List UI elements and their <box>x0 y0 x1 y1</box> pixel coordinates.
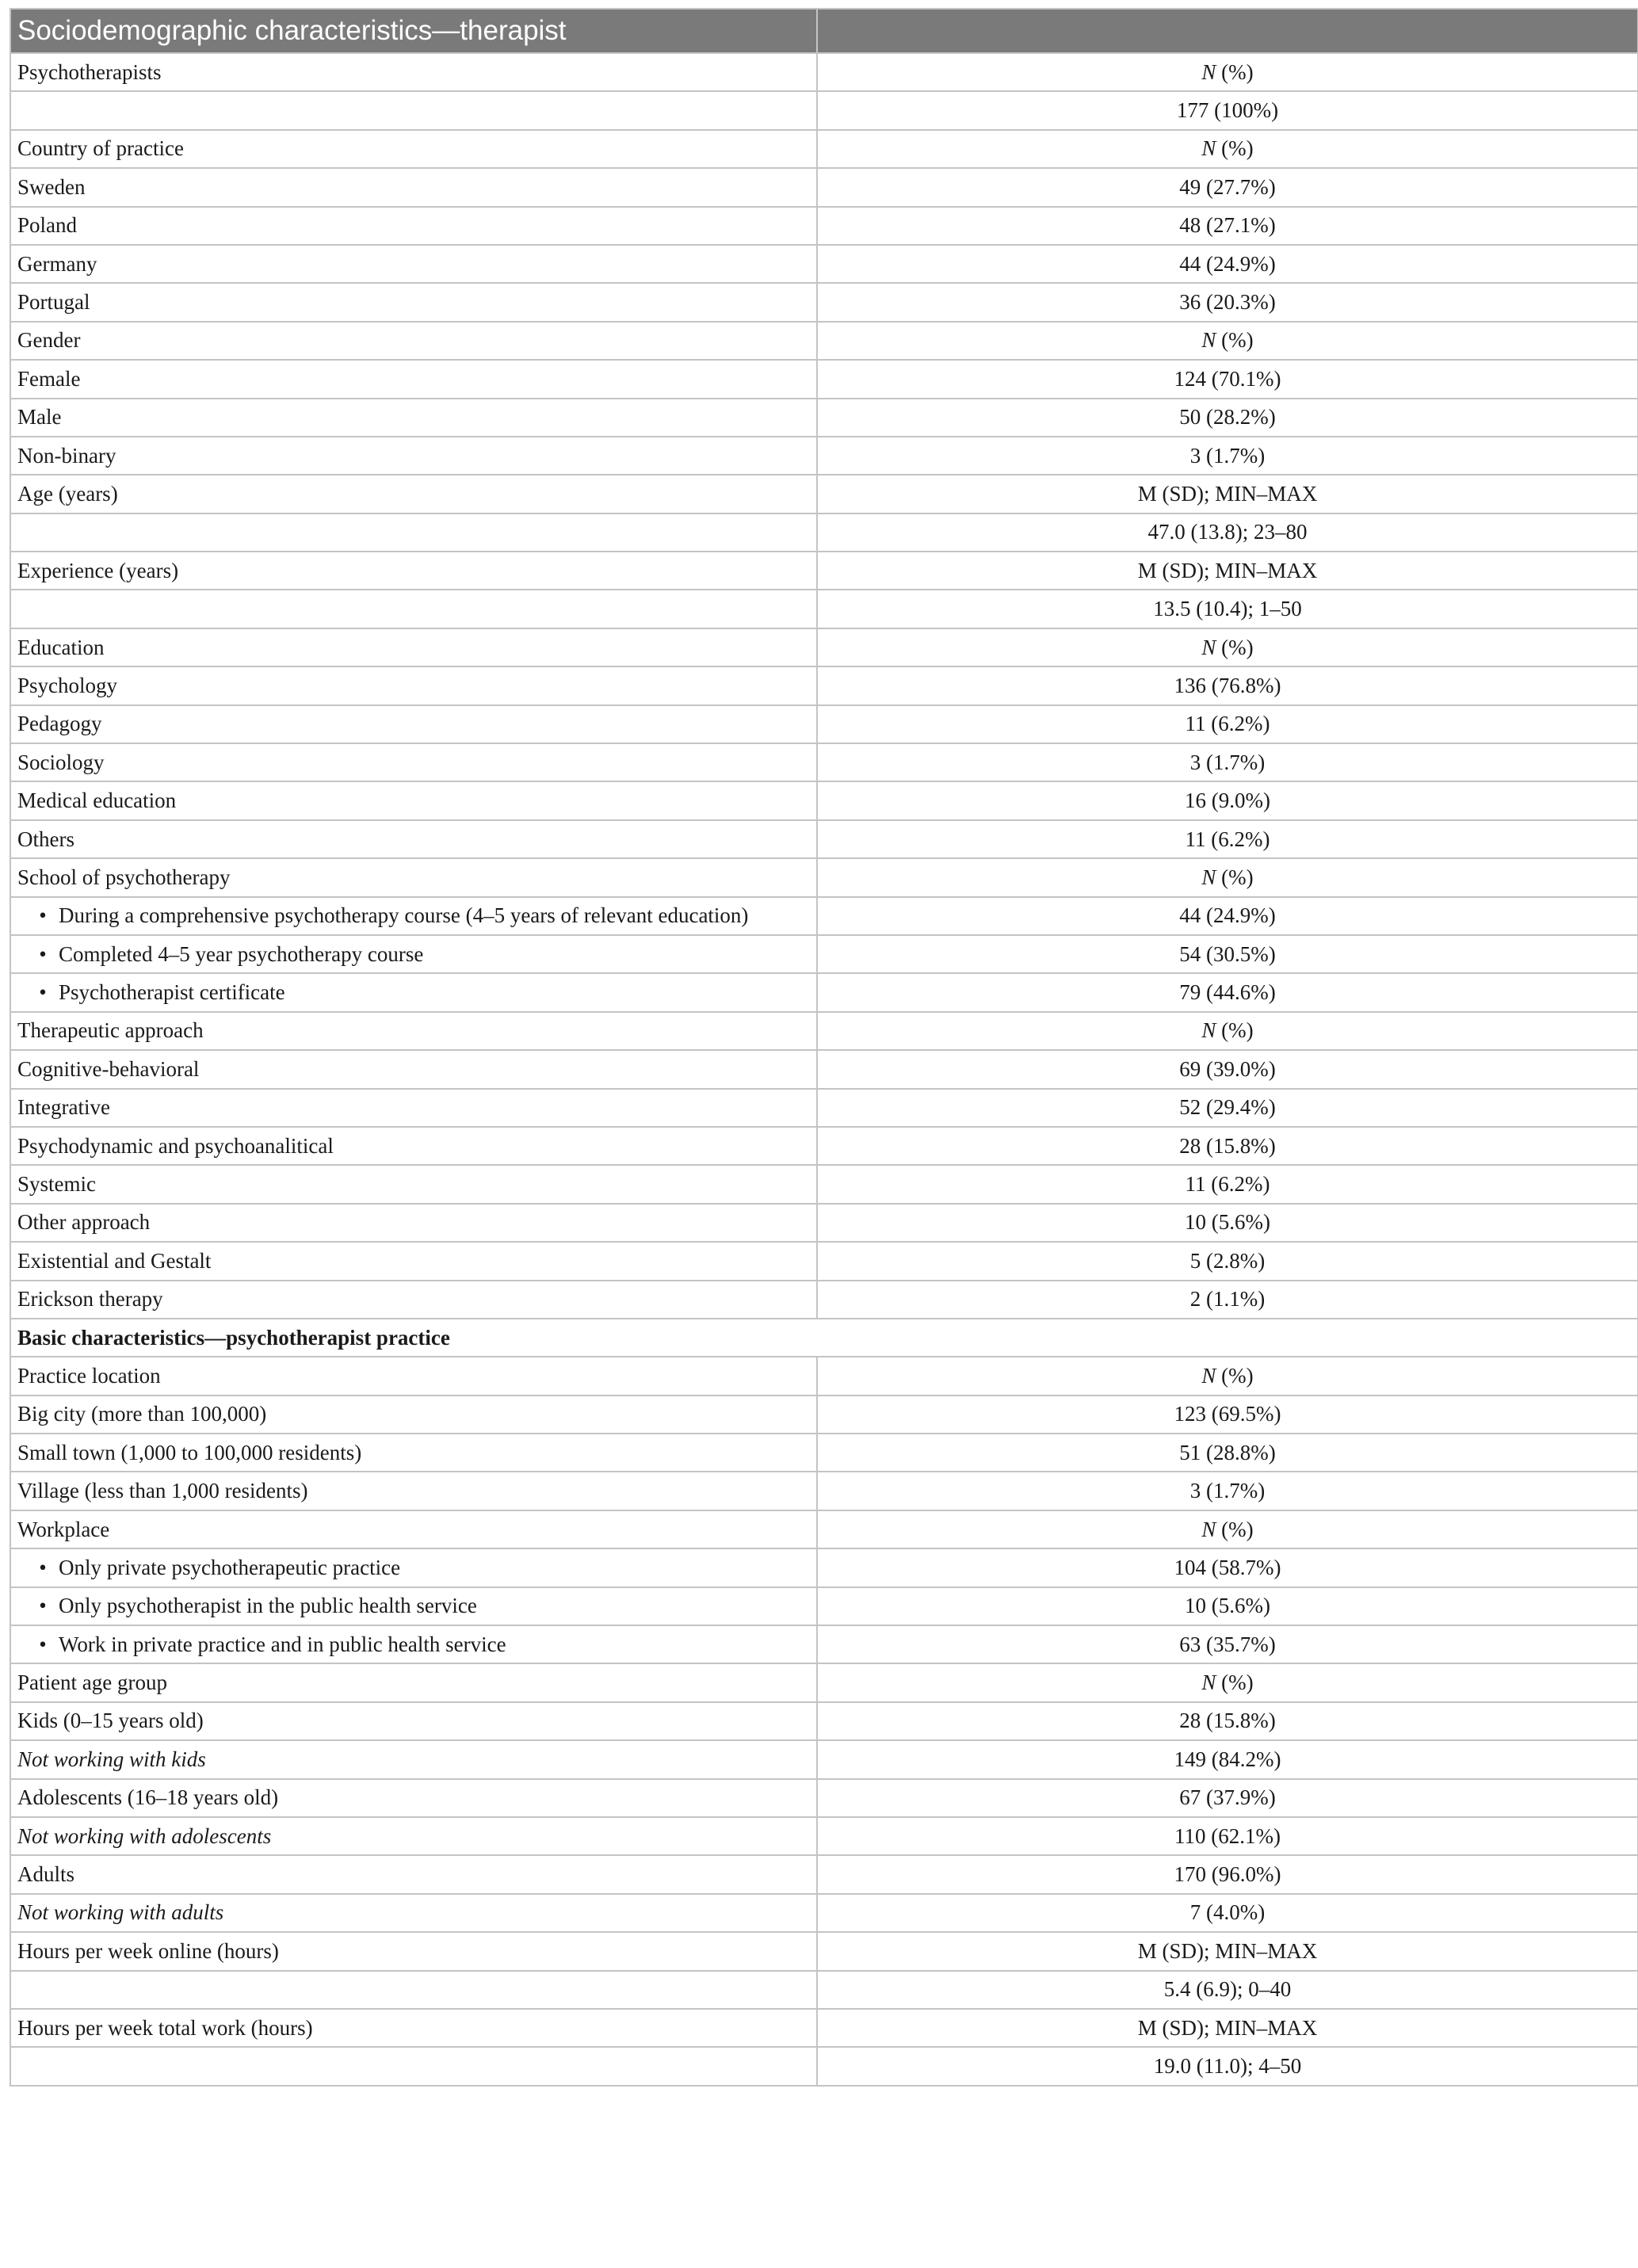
row-label-cell <box>10 1434 817 1472</box>
row-label: Not working with kids <box>17 1747 206 1771</box>
row-label-cell <box>10 705 817 743</box>
row-value: N (%) <box>1201 865 1254 889</box>
table-row <box>10 91 1638 129</box>
row-label: Erickson therapy <box>17 1287 163 1312</box>
row-value-cell <box>817 130 1638 168</box>
row-value: 48 (27.1%) <box>1179 213 1276 238</box>
table-row <box>10 552 1638 590</box>
row-label-cell <box>10 590 817 628</box>
row-value-cell <box>817 2009 1638 2047</box>
row-label-cell <box>10 2047 817 2085</box>
table-row <box>10 1932 1638 1970</box>
row-label-cell <box>10 1663 817 1701</box>
row-value-cell <box>817 897 1638 935</box>
row-label: Education <box>17 635 105 659</box>
table-row <box>10 1894 1638 1932</box>
row-value-cell <box>817 1510 1638 1548</box>
row-label-cell <box>10 1510 817 1548</box>
table-row <box>10 1625 1638 1663</box>
section-heading: Basic characteristics—psychotherapist practice <box>10 1319 1638 1357</box>
bullet-icon: • <box>39 941 47 966</box>
row-value: 104 (58.7%) <box>1174 1555 1281 1579</box>
row-value-cell <box>817 743 1638 781</box>
row-label: Existential and Gestalt <box>17 1248 212 1273</box>
row-label: Age (years) <box>17 481 118 506</box>
row-value: N (%) <box>1201 328 1254 353</box>
row-label-cell <box>10 628 817 666</box>
table-row <box>10 437 1638 475</box>
bullet-icon: • <box>39 1594 47 1618</box>
row-label-cell <box>10 399 817 437</box>
row-label: Big city (more than 100,000) <box>17 1402 267 1426</box>
row-label: Systemic <box>17 1172 96 1197</box>
table-row <box>10 1702 1638 1740</box>
row-value: 11 (6.2%) <box>1185 827 1270 851</box>
row-value-cell <box>817 1894 1638 1932</box>
row-label: Kids (0–15 years old) <box>17 1709 204 1733</box>
table-row <box>10 1127 1638 1165</box>
row-label-cell <box>10 1894 817 1932</box>
row-label: Village (less than 1,000 residents) <box>17 1479 308 1503</box>
table-row <box>10 53 1638 91</box>
row-value-cell <box>817 1740 1638 1778</box>
table-row <box>10 514 1638 552</box>
row-label: Gender <box>17 328 81 353</box>
row-label: During a comprehensive psychotherapy course (4–5 years of relevant education) <box>59 903 749 928</box>
table-row <box>10 168 1638 206</box>
row-label-cell <box>10 1204 817 1242</box>
row-label-cell <box>10 973 817 1011</box>
row-value-cell <box>817 1127 1638 1165</box>
row-value-cell <box>817 781 1638 819</box>
row-label-cell <box>10 1740 817 1778</box>
row-value-cell <box>817 168 1638 206</box>
row-value-cell <box>817 207 1638 245</box>
row-value: 5.4 (6.9); 0–40 <box>1163 1977 1292 2002</box>
row-value-cell <box>817 245 1638 283</box>
row-label: Medical education <box>17 788 177 813</box>
row-label-cell <box>10 743 817 781</box>
row-value: N (%) <box>1201 1517 1254 1541</box>
table-row <box>10 1242 1638 1280</box>
row-value-cell <box>817 1357 1638 1395</box>
row-label: Poland <box>17 213 78 238</box>
row-label: Adults <box>17 1862 75 1887</box>
row-value-cell <box>817 820 1638 858</box>
row-value: 16 (9.0%) <box>1185 788 1270 813</box>
row-label: Integrative <box>17 1095 110 1120</box>
table-row <box>10 820 1638 858</box>
row-label: Portugal <box>17 290 90 315</box>
row-label-cell <box>10 130 817 168</box>
table-row <box>10 475 1638 513</box>
table-row <box>10 1050 1638 1088</box>
row-value: 3 (1.7%) <box>1189 750 1266 774</box>
row-label-cell <box>10 1817 817 1855</box>
row-value-cell <box>817 590 1638 628</box>
table-row <box>10 1855 1638 1893</box>
row-value-cell <box>817 322 1638 360</box>
row-value: 11 (6.2%) <box>1185 1172 1270 1197</box>
row-label: Female <box>17 366 81 391</box>
row-value: 123 (69.5%) <box>1174 1402 1281 1426</box>
table-row <box>10 283 1638 321</box>
row-value: 136 (76.8%) <box>1174 673 1281 697</box>
bullet-icon: • <box>39 1632 47 1656</box>
table-row <box>10 1779 1638 1817</box>
row-value-cell <box>817 1587 1638 1625</box>
row-value: 5 (2.8%) <box>1189 1248 1266 1273</box>
row-label-cell <box>10 552 817 590</box>
row-label: Practice location <box>17 1363 161 1388</box>
row-value-cell <box>817 1281 1638 1319</box>
table-row <box>10 207 1638 245</box>
row-label-cell <box>10 858 817 896</box>
row-label: Only private psychotherapeutic practice <box>59 1555 401 1579</box>
row-value: 50 (28.2%) <box>1179 405 1276 430</box>
row-value: 52 (29.4%) <box>1179 1095 1276 1120</box>
table-row <box>10 399 1638 437</box>
row-label-cell <box>10 475 817 513</box>
table-header-empty-cell <box>817 9 1638 53</box>
row-value-cell <box>817 1050 1638 1088</box>
row-value-cell <box>817 705 1638 743</box>
table-row <box>10 781 1638 819</box>
row-label: Country of practice <box>17 136 184 161</box>
row-value: 44 (24.9%) <box>1179 251 1276 276</box>
row-label-cell <box>10 2009 817 2047</box>
table-row <box>10 1089 1638 1127</box>
row-label: Pedagogy <box>17 712 102 736</box>
table-row <box>10 897 1638 935</box>
row-label-cell <box>10 437 817 475</box>
table-row <box>10 1548 1638 1586</box>
row-value: 54 (30.5%) <box>1179 941 1276 966</box>
row-value-cell <box>817 1204 1638 1242</box>
table-row <box>10 1281 1638 1319</box>
row-label-cell <box>10 514 817 552</box>
row-label: Hours per week online (hours) <box>17 1938 279 1963</box>
row-label: Work in private practice and in public health service <box>59 1632 506 1656</box>
row-value: 67 (37.9%) <box>1179 1785 1276 1810</box>
row-value-cell <box>817 1089 1638 1127</box>
row-label-cell <box>10 168 817 206</box>
table-row <box>10 743 1638 781</box>
table-row <box>10 1971 1638 2009</box>
row-value-cell <box>817 1855 1638 1893</box>
table-row <box>10 1396 1638 1434</box>
table-row <box>10 1587 1638 1625</box>
row-label-cell <box>10 283 817 321</box>
table-row <box>10 1434 1638 1472</box>
row-value-cell <box>817 1242 1638 1280</box>
row-value-cell <box>817 399 1638 437</box>
row-label: Workplace <box>17 1517 110 1541</box>
row-value: N (%) <box>1201 1363 1254 1388</box>
row-value: M (SD); MIN–MAX <box>1137 481 1318 506</box>
bullet-icon: • <box>39 980 47 1005</box>
row-value-cell <box>817 53 1638 91</box>
row-value: 44 (24.9%) <box>1179 903 1276 928</box>
row-value-cell <box>817 1817 1638 1855</box>
row-value-cell <box>817 935 1638 973</box>
row-label: Others <box>17 827 74 851</box>
row-value-cell <box>817 1702 1638 1740</box>
row-value-cell <box>817 1165 1638 1203</box>
row-value: 79 (44.6%) <box>1179 980 1276 1005</box>
row-value: 3 (1.7%) <box>1189 443 1266 468</box>
row-value: 3 (1.7%) <box>1189 1479 1266 1503</box>
row-label: Psychodynamic and psychoanalitical <box>17 1133 334 1158</box>
row-label: Cognitive-behavioral <box>17 1056 200 1081</box>
row-label: Experience (years) <box>17 558 179 582</box>
row-value-cell <box>817 1932 1638 1970</box>
row-label-cell <box>10 207 817 245</box>
row-label-cell <box>10 897 817 935</box>
row-value-cell <box>817 1779 1638 1817</box>
row-label: School of psychotherapy <box>17 865 231 889</box>
row-value: 2 (1.1%) <box>1189 1287 1266 1312</box>
characteristics-table <box>10 8 1638 2087</box>
row-value: 149 (84.2%) <box>1174 1747 1281 1771</box>
row-value: N (%) <box>1201 1018 1254 1043</box>
row-label-cell <box>10 820 817 858</box>
row-value-cell <box>817 1396 1638 1434</box>
table-row <box>10 666 1638 704</box>
row-value-cell <box>817 1472 1638 1510</box>
row-label-cell <box>10 1702 817 1740</box>
row-label-cell <box>10 245 817 283</box>
row-value: 10 (5.6%) <box>1185 1594 1270 1618</box>
table-row <box>10 1472 1638 1510</box>
table-row <box>10 1663 1638 1701</box>
row-value-cell <box>817 858 1638 896</box>
row-value-cell <box>817 283 1638 321</box>
row-label: Psychology <box>17 673 118 697</box>
table-row <box>10 1012 1638 1050</box>
row-label-cell <box>10 1971 817 2009</box>
row-value-cell <box>817 1663 1638 1701</box>
bullet-icon: • <box>39 903 47 928</box>
table-row <box>10 1817 1638 1855</box>
row-value: 28 (15.8%) <box>1179 1709 1276 1733</box>
row-value: 7 (4.0%) <box>1189 1900 1266 1925</box>
table-row <box>10 2047 1638 2085</box>
row-value: 69 (39.0%) <box>1179 1056 1276 1081</box>
table-row <box>10 322 1638 360</box>
row-value: M (SD); MIN–MAX <box>1137 558 1318 582</box>
row-label: Psychotherapist certificate <box>59 980 285 1005</box>
row-label-cell <box>10 1357 817 1395</box>
table-row <box>10 360 1638 398</box>
row-label: Other approach <box>17 1210 151 1235</box>
table-body <box>10 53 1638 2086</box>
row-value-cell <box>817 437 1638 475</box>
row-label-cell <box>10 1281 817 1319</box>
row-value: N (%) <box>1201 59 1254 84</box>
row-value-cell <box>817 666 1638 704</box>
row-label: Non-binary <box>17 443 116 468</box>
row-label-cell <box>10 1548 817 1586</box>
row-value-cell <box>817 360 1638 398</box>
row-value: N (%) <box>1201 1670 1254 1695</box>
row-label-cell <box>10 1242 817 1280</box>
row-label: Adolescents (16–18 years old) <box>17 1785 279 1810</box>
row-label: Sweden <box>17 174 86 199</box>
row-label: Hours per week total work (hours) <box>17 2015 313 2040</box>
row-value: 47.0 (13.8); 23–80 <box>1147 520 1308 544</box>
row-label: Not working with adolescents <box>17 1823 272 1848</box>
row-label-cell <box>10 666 817 704</box>
section-row <box>10 1319 1638 1357</box>
row-value-cell <box>817 628 1638 666</box>
row-label-cell <box>10 1587 817 1625</box>
row-label-cell <box>10 1625 817 1663</box>
table-row <box>10 1204 1638 1242</box>
row-label: Sociology <box>17 750 105 774</box>
table-row <box>10 130 1638 168</box>
row-value-cell <box>817 2047 1638 2085</box>
table-row <box>10 1510 1638 1548</box>
row-value-cell <box>817 1012 1638 1050</box>
table-row <box>10 1165 1638 1203</box>
table-header-row <box>10 9 1638 53</box>
row-label-cell <box>10 53 817 91</box>
row-value: 11 (6.2%) <box>1185 712 1270 736</box>
bullet-icon: • <box>39 1555 47 1579</box>
row-value-cell <box>817 1434 1638 1472</box>
row-label: Not working with adults <box>17 1900 224 1925</box>
row-value: N (%) <box>1201 635 1254 659</box>
row-value: N (%) <box>1201 136 1254 161</box>
row-label: Therapeutic approach <box>17 1018 204 1043</box>
row-value: 13.5 (10.4); 1–50 <box>1153 597 1302 621</box>
row-value: 170 (96.0%) <box>1174 1862 1281 1887</box>
row-value-cell <box>817 1548 1638 1586</box>
row-value-cell <box>817 552 1638 590</box>
row-label-cell <box>10 1127 817 1165</box>
row-value-cell <box>817 1971 1638 2009</box>
table-row <box>10 858 1638 896</box>
row-label-cell <box>10 1932 817 1970</box>
row-label-cell <box>10 91 817 129</box>
table-row <box>10 973 1638 1011</box>
row-label: Male <box>17 405 62 430</box>
table-row <box>10 628 1638 666</box>
row-value: 49 (27.7%) <box>1179 174 1276 199</box>
row-label-cell <box>10 935 817 973</box>
row-value: 110 (62.1%) <box>1174 1823 1281 1848</box>
row-label-cell <box>10 322 817 360</box>
row-label: Germany <box>17 251 97 276</box>
row-value-cell <box>817 973 1638 1011</box>
row-label-cell <box>10 1165 817 1203</box>
row-value: 28 (15.8%) <box>1179 1133 1276 1158</box>
row-label: Completed 4–5 year psychotherapy course <box>59 941 424 966</box>
row-value: 10 (5.6%) <box>1185 1210 1270 1235</box>
table-row <box>10 705 1638 743</box>
row-label: Small town (1,000 to 100,000 residents) <box>17 1440 362 1464</box>
row-value: 124 (70.1%) <box>1174 366 1281 391</box>
row-value-cell <box>817 91 1638 129</box>
row-label: Only psychotherapist in the public health service <box>59 1594 477 1618</box>
row-label-cell <box>10 1855 817 1893</box>
row-value: 36 (20.3%) <box>1179 290 1276 315</box>
row-label-cell <box>10 360 817 398</box>
row-label-cell <box>10 1089 817 1127</box>
table-row <box>10 935 1638 973</box>
row-value: 19.0 (11.0); 4–50 <box>1153 2054 1302 2078</box>
row-value: 63 (35.7%) <box>1179 1632 1276 1656</box>
row-label-cell <box>10 1050 817 1088</box>
table-row <box>10 1740 1638 1778</box>
row-label-cell <box>10 781 817 819</box>
row-value: M (SD); MIN–MAX <box>1137 1938 1318 1963</box>
row-label-cell <box>10 1012 817 1050</box>
row-label: Patient age group <box>17 1670 167 1695</box>
table-row <box>10 2009 1638 2047</box>
table-container <box>10 8 1638 2087</box>
row-label: Psychotherapists <box>17 59 162 84</box>
row-value: 51 (28.8%) <box>1179 1440 1276 1464</box>
table-row <box>10 1357 1638 1395</box>
row-value-cell <box>817 514 1638 552</box>
row-value-cell <box>817 475 1638 513</box>
row-value: 177 (100%) <box>1176 98 1279 123</box>
table-row <box>10 245 1638 283</box>
table-title: Sociodemographic characteristics—therapist <box>10 9 817 53</box>
row-label-cell <box>10 1396 817 1434</box>
row-value-cell <box>817 1625 1638 1663</box>
table-row <box>10 590 1638 628</box>
row-label-cell <box>10 1779 817 1817</box>
row-value: M (SD); MIN–MAX <box>1137 2015 1318 2040</box>
row-label-cell <box>10 1472 817 1510</box>
